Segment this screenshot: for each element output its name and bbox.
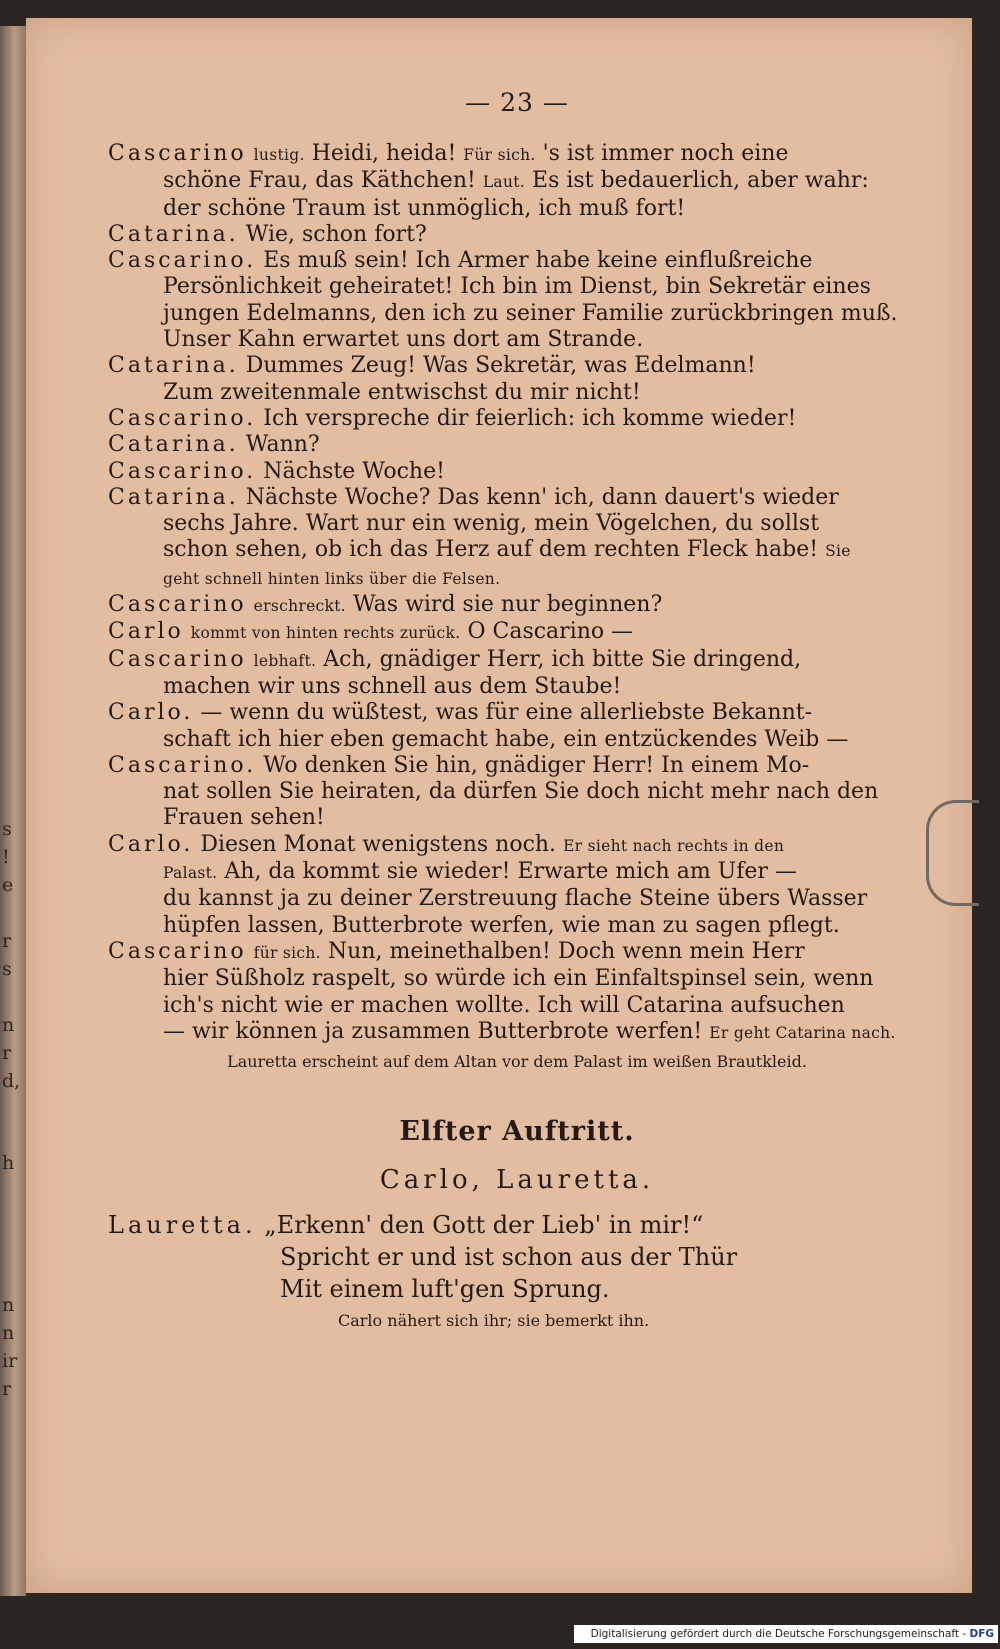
text-line	[108, 859, 926, 886]
facing-page-fragment: ir	[2, 1350, 18, 1372]
speaker-name: Cascarino	[108, 141, 247, 166]
text-line	[108, 485, 926, 511]
page-number: — 23 —	[465, 88, 569, 117]
facing-page-fragment: n	[2, 1014, 15, 1036]
speaker-name: Carlo.	[108, 831, 194, 857]
speaker-name: Catarina.	[108, 353, 239, 379]
stage-direction: Laut.	[482, 173, 526, 192]
stage-direction: geht schnell hinten links über die Felsen.	[163, 569, 501, 588]
stage-direction: Carlo nähert sich ihr; sie bemerkt ihn.	[338, 1311, 650, 1331]
speaker-name: Catarina.	[108, 432, 239, 458]
text-line	[108, 406, 926, 432]
text-line	[108, 168, 926, 195]
text-line	[108, 886, 926, 912]
verse-text: „Erkenn' den Gott der Lieb' in mir!“	[264, 1211, 704, 1240]
text-line	[108, 511, 926, 537]
dialogue-text: ich's nicht wie er machen wollte. Ich will Catarina aufsuchen	[163, 992, 845, 1018]
dialogue-text: 's ist immer noch eine	[542, 141, 789, 166]
text-line	[108, 380, 926, 406]
text-line	[108, 966, 926, 992]
speaker-name: Cascarino.	[108, 752, 257, 778]
facing-page-fragment: r	[2, 1042, 12, 1064]
text-line	[108, 537, 926, 564]
text-line	[108, 753, 926, 779]
dialogue-text: sechs Jahre. Wart nur ein wenig, mein Vögelchen, du sollst	[163, 511, 820, 537]
stage-direction: für sich.	[253, 943, 321, 962]
cast-list: Carlo, Lauretta.	[379, 1165, 655, 1196]
text-line	[108, 432, 926, 458]
dialogue-text: machen wir uns schnell aus dem Staube!	[163, 673, 622, 699]
text-line	[108, 779, 926, 805]
text-line	[108, 222, 926, 248]
text-line	[108, 647, 926, 674]
speaker-name: Cascarino.	[108, 458, 257, 484]
facing-page-fragment: n	[2, 1294, 15, 1316]
speaker-name: Cascarino	[108, 938, 247, 964]
verse-line: Mit einem luft'gen Sprung.	[280, 1275, 610, 1304]
dialogue-text: du kannst ja zu deiner Zerstreuung flache Steine übers Wasser	[163, 886, 868, 912]
dialogue-text: Ach, gnädiger Herr, ich bitte Sie dringend,	[323, 646, 802, 672]
text-line	[108, 248, 926, 274]
dialogue-text: Wo denken Sie hin, gnädiger Herr! In einem Mo-	[263, 752, 810, 778]
dialogue-text: Nun, meinethalben! Doch wenn mein Herr	[327, 938, 805, 964]
facing-page-fragment: s	[2, 958, 12, 980]
text-line	[108, 939, 926, 966]
facing-page-fragment: h	[2, 1152, 15, 1174]
stage-direction: lustig.	[253, 146, 305, 164]
text-line	[108, 141, 926, 168]
speaker-name: Lauretta.	[108, 1211, 257, 1240]
facing-page-fragment: r	[2, 1378, 12, 1400]
text-line	[108, 301, 926, 327]
dialogue-text: Es muß sein! Ich Armer habe keine einflußreiche	[263, 248, 813, 274]
text-line	[108, 565, 926, 592]
facing-page-fragment: r	[2, 930, 12, 952]
speaker-name: Carlo.	[108, 700, 194, 726]
text-line	[108, 727, 926, 753]
dfg-logo: DFG	[969, 1628, 994, 1640]
speaker-name: Cascarino	[108, 592, 247, 618]
stage-direction: Für sich.	[463, 146, 536, 164]
text-line	[108, 674, 926, 700]
dialogue-text: Wie, schon fort?	[245, 221, 427, 247]
dialogue-text: hüpfen lassen, Butterbrote werfen, wie man zu sagen pflegt.	[163, 912, 840, 938]
speaker-name: Catarina.	[108, 221, 239, 247]
facing-page-fragment: s	[2, 818, 12, 840]
footer-text: Digitalisierung gefördert durch die Deutsche Forschungsgemeinschaft -	[590, 1628, 967, 1640]
text-line	[108, 353, 926, 379]
dialogue-text: Heidi, heida!	[311, 141, 464, 166]
dialogue-text: Diesen Monat wenigstens noch.	[200, 831, 564, 857]
dialogue-text: schöne Frau, das Käthchen!	[163, 168, 483, 194]
stage-direction: Er geht Catarina nach.	[709, 1023, 896, 1042]
stage-direction: kommt von hinten rechts zurück.	[190, 624, 461, 643]
dialogue-text: schon sehen, ob ich das Herz auf dem rechten Fleck habe!	[163, 537, 826, 563]
dialogue-text: der schöne Traum ist unmöglich, ich muß fort!	[163, 195, 686, 221]
dialogue-text: — wir können ja zusammen Butterbrote werfen!	[163, 1018, 710, 1044]
facing-page-fragment: n	[2, 1322, 15, 1344]
speaker-name: Cascarino.	[108, 405, 257, 431]
text-line	[108, 274, 926, 300]
facing-page-fragment: !	[2, 846, 10, 868]
text-line	[108, 805, 926, 831]
book-page	[26, 18, 972, 1593]
verse-line	[108, 1209, 926, 1241]
page-content	[108, 88, 926, 1337]
text-line	[108, 993, 926, 1019]
dialogue-text: Ich verspreche dir feierlich: ich komme wieder!	[263, 405, 797, 431]
facing-page-edge	[0, 26, 26, 1596]
stage-direction: erschreckt.	[253, 597, 346, 616]
dialogue-text: Wann?	[245, 432, 320, 458]
scene-heading: Elfter Auftritt.	[399, 1116, 635, 1148]
stage-direction: Palast.	[163, 864, 218, 883]
dialogue-text: schaft ich hier eben gemacht habe, ein entzückendes Weib —	[163, 726, 849, 752]
dialogue-text: Nächste Woche? Das kenn' ich, dann dauert's wieder	[245, 484, 839, 510]
facing-page-fragment: e	[2, 874, 14, 896]
speaker-name: Carlo	[108, 619, 184, 645]
stage-direction: lebhaft.	[253, 651, 317, 670]
stage-direction: Lauretta erscheint auf dem Altan vor dem Palast im weißen Brautkleid.	[227, 1052, 807, 1072]
digitization-footer	[574, 1625, 998, 1643]
dialogue-text: jungen Edelmanns, den ich zu seiner Familie zurückbringen muß.	[163, 300, 898, 326]
text-line	[108, 1019, 926, 1046]
text-line	[108, 700, 926, 726]
dialogue-text: Frauen sehen!	[163, 805, 325, 831]
facing-page-fragment: d,	[2, 1070, 21, 1092]
dialogue-text: Nächste Woche!	[263, 458, 445, 484]
text-line	[108, 832, 926, 859]
dialogue-text: nat sollen Sie heiraten, da dürfen Sie doch nicht mehr nach den	[163, 779, 879, 805]
text-line	[108, 327, 926, 353]
text-line	[108, 619, 926, 646]
speaker-name: Cascarino.	[108, 248, 257, 274]
dialogue-text: Persönlichkeit geheiratet! Ich bin im Dienst, bin Sekretär eines	[163, 274, 871, 300]
binder-clip	[926, 800, 979, 906]
dialogue-text: O Cascarino —	[467, 619, 634, 645]
dialogue-text: Unser Kahn erwartet uns dort am Strande.	[163, 327, 644, 353]
stage-direction: Er sieht nach rechts in den	[563, 836, 785, 855]
dialogue-text: hier Süßholz raspelt, so würde ich ein Einfaltspinsel sein, wenn	[163, 966, 874, 992]
dialogue-text: Es ist bedauerlich, aber wahr:	[532, 168, 869, 194]
text-line	[108, 196, 926, 222]
dialogue-text: Zum zweitenmale entwischst du mir nicht!	[163, 379, 641, 405]
verse-line: Spricht er und ist schon aus der Thür	[280, 1243, 738, 1272]
dialogue-text: — wenn du wüßtest, was für eine allerliebste Bekannt-	[200, 700, 813, 726]
speaker-name: Catarina.	[108, 484, 239, 510]
text-line	[108, 592, 926, 619]
text-line	[108, 913, 926, 939]
stage-direction: Sie	[825, 542, 851, 561]
text-line	[108, 459, 926, 485]
dialogue-text: Dummes Zeug! Was Sekretär, was Edelmann!	[245, 353, 756, 379]
speaker-name: Cascarino	[108, 646, 247, 672]
dialogue-text: Was wird sie nur beginnen?	[352, 592, 663, 618]
dialogue-text: Ah, da kommt sie wieder! Erwarte mich am Ufer —	[224, 859, 797, 885]
